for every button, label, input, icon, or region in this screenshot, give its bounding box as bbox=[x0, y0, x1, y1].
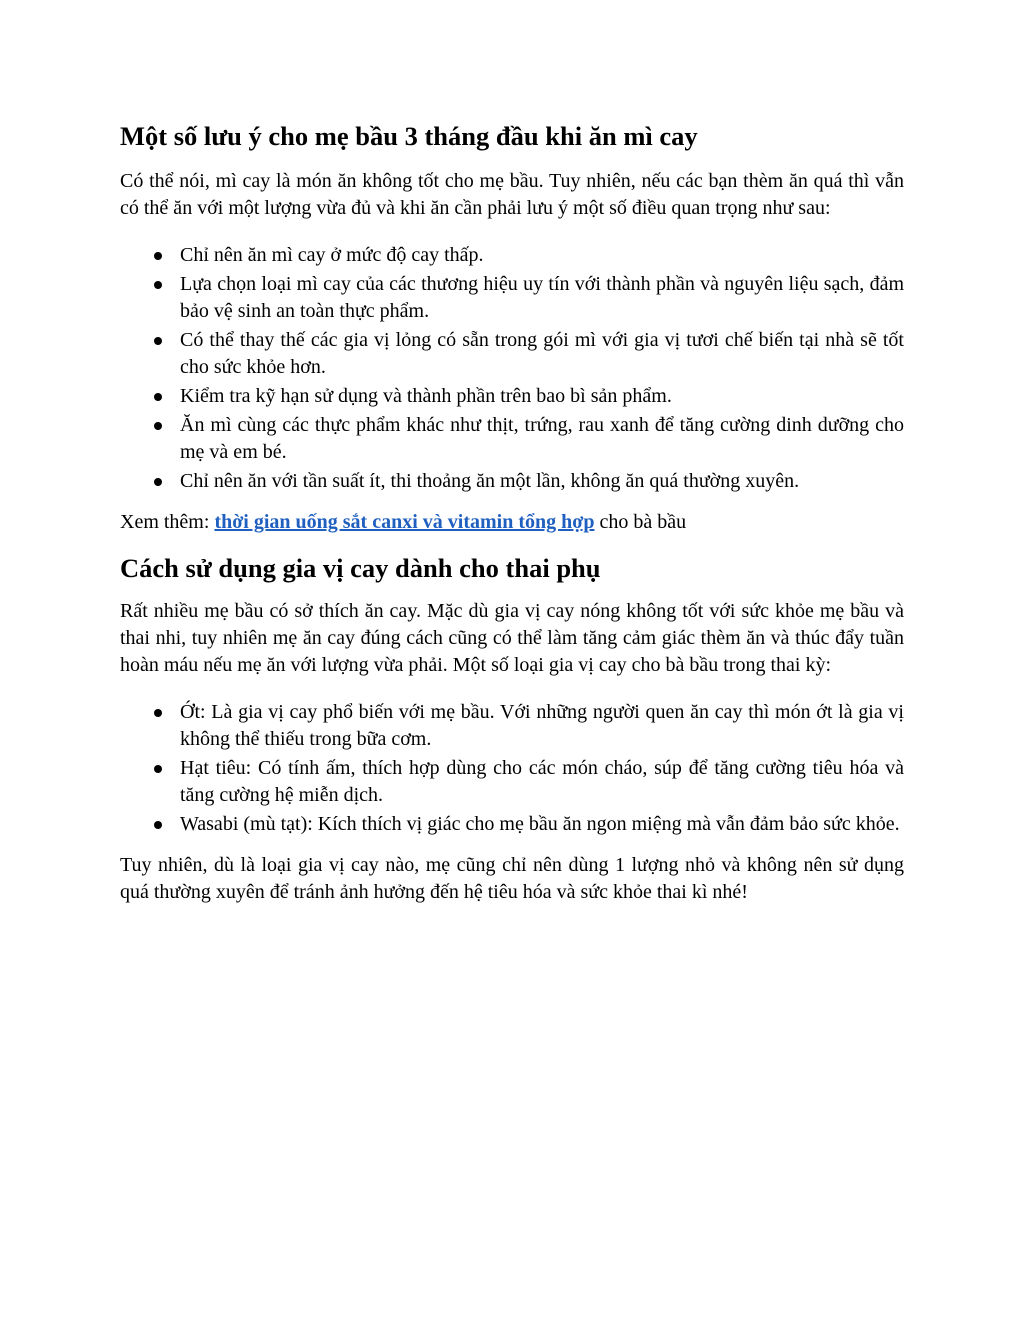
section-2-closing: Tuy nhiên, dù là loại gia vị cay nào, mẹ cũng chỉ nên dùng 1 lượng nhỏ và không nên sử dụng quá thường xuyên để tránh ảnh hưởng đến hệ tiêu hóa và sức khỏe thai kì nhé! bbox=[120, 854, 904, 903]
bullet-icon bbox=[154, 478, 162, 486]
section-2-bullet-list bbox=[120, 699, 904, 838]
bullet-icon bbox=[154, 393, 162, 401]
section-1-intro: Có thể nói, mì cay là món ăn không tốt cho mẹ bầu. Tuy nhiên, nếu các bạn thèm ăn quá thì vẫn có thể ăn với một lượng vừa đủ và khi ăn cần phải lưu ý một số điều quan trọng như sau: bbox=[120, 170, 904, 219]
list-item bbox=[180, 811, 904, 838]
list-item bbox=[180, 242, 904, 269]
section-2-intro: Rất nhiều mẹ bầu có sở thích ăn cay. Mặc dù gia vị cay nóng không tốt với sức khỏe mẹ bầu và thai nhi, tuy nhiên mẹ ăn cay đúng cách cũng có thể làm tăng cảm giác thèm ăn và thúc đẩy tuần hoàn máu nếu mẹ ăn với lượng vừa phải. Một số loại gia vị cay cho bà bầu trong thai kỳ: bbox=[120, 600, 904, 676]
list-item-text: Chỉ nên ăn mì cay ở mức độ cay thấp. bbox=[180, 244, 484, 266]
list-item-text: Chỉ nên ăn với tần suất ít, thi thoảng ăn một lần, không ăn quá thường xuyên. bbox=[180, 470, 800, 492]
list-item bbox=[180, 271, 904, 325]
list-item bbox=[180, 327, 904, 381]
bullet-icon bbox=[154, 337, 162, 345]
list-item bbox=[180, 699, 904, 753]
see-more-line bbox=[120, 509, 904, 536]
list-item-text: Ớt: Là gia vị cay phổ biến với mẹ bầu. Với những người quen ăn cay thì món ớt là gia vị không thể thiếu trong bữa cơm. bbox=[180, 701, 904, 750]
section-1-bullet-list bbox=[120, 242, 904, 495]
list-item-text: Lựa chọn loại mì cay của các thương hiệu uy tín với thành phần và nguyên liệu sạch, đảm bảo vệ sinh an toàn thực phẩm. bbox=[180, 273, 904, 322]
list-item-text: Kiểm tra kỹ hạn sử dụng và thành phần trên bao bì sản phẩm. bbox=[180, 385, 672, 407]
see-more-link[interactable]: thời gian uống sắt canxi và vitamin tổng hợp bbox=[214, 511, 595, 533]
bullet-icon bbox=[154, 281, 162, 289]
list-item bbox=[180, 383, 904, 410]
list-item bbox=[180, 468, 904, 495]
list-item-text: Có thể thay thế các gia vị lỏng có sẵn trong gói mì với gia vị tươi chế biến tại nhà sẽ tốt cho sức khỏe hơn. bbox=[180, 329, 904, 378]
list-item-text: Wasabi (mù tạt): Kích thích vị giác cho mẹ bầu ăn ngon miệng mà vẫn đảm bảo sức khỏe. bbox=[180, 813, 900, 835]
list-item-text: Hạt tiêu: Có tính ấm, thích hợp dùng cho các món cháo, súp để tăng cường tiêu hóa và tăng cường hệ miễn dịch. bbox=[180, 757, 904, 806]
bullet-icon bbox=[154, 709, 162, 717]
list-item-text: Ăn mì cùng các thực phẩm khác như thịt, trứng, rau xanh để tăng cường dinh dưỡng cho mẹ và em bé. bbox=[180, 414, 904, 463]
section-2-heading: Cách sử dụng gia vị cay dành cho thai phụ bbox=[120, 553, 601, 583]
list-item bbox=[180, 755, 904, 809]
list-item bbox=[180, 412, 904, 466]
see-more-prefix: Xem thêm: bbox=[120, 511, 215, 533]
bullet-icon bbox=[154, 821, 162, 829]
bullet-icon bbox=[154, 765, 162, 773]
bullet-icon bbox=[154, 252, 162, 260]
section-1-heading: Một số lưu ý cho mẹ bầu 3 tháng đầu khi ăn mì cay bbox=[120, 121, 698, 151]
see-more-suffix: cho bà bầu bbox=[594, 511, 687, 533]
bullet-icon bbox=[154, 422, 162, 430]
